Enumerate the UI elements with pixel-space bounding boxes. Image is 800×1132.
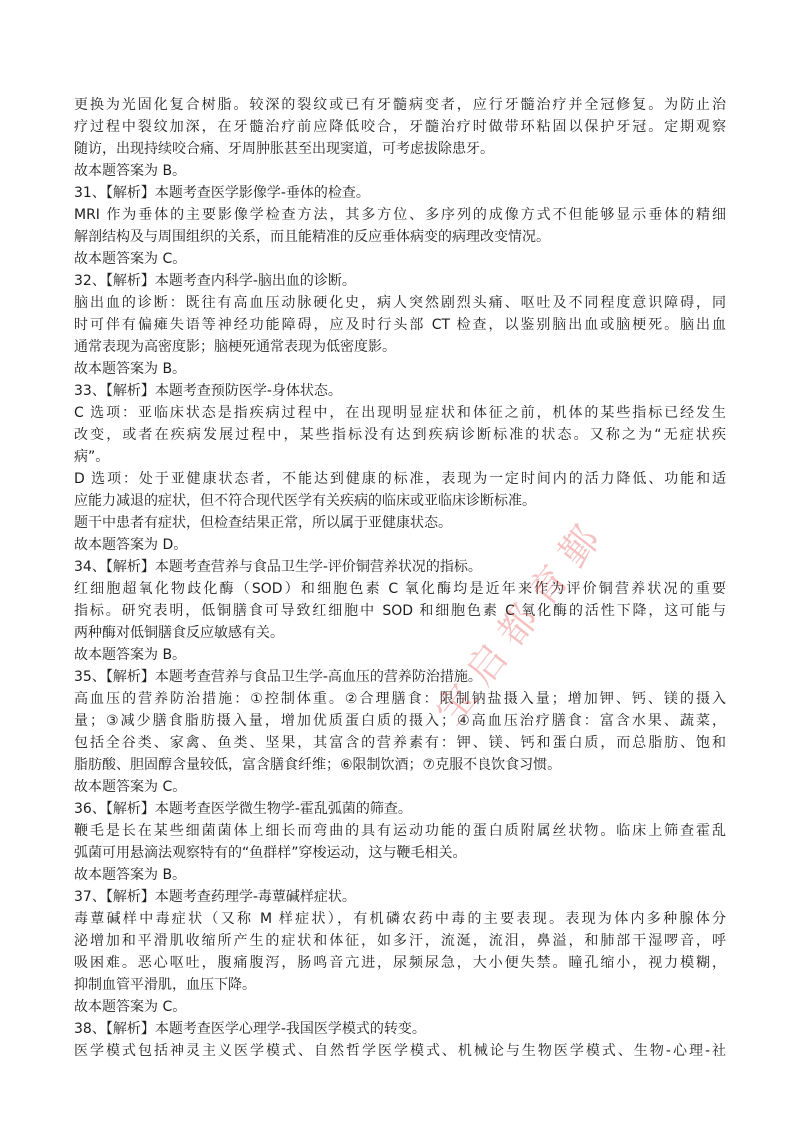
- answer-line: 故本题答案为 B。: [74, 163, 187, 179]
- text-line: 鞭毛是长在某些细菌菌体上细长而弯曲的具有运动功能的蛋白质附属丝状物。临床上筛查霍乱: [74, 823, 726, 839]
- question-heading: 33、【解析】本题考查预防医学-身体状态。: [74, 383, 342, 399]
- text-line: 疗过程中裂纹加深，在牙髓治疗前应降低咬合，牙髓治疗时做带环粘固以保护牙冠。定期观察: [74, 119, 726, 135]
- text-line: 红细胞超氧化物歧化酶（SOD）和细胞色素 C 氧化酶均是近年来作为评价铜营养状况的重要: [74, 581, 726, 597]
- text-line: 更换为光固化复合树脂。较深的裂纹或已有牙髓病变者，应行牙髓治疗并全冠修复。为防止治: [74, 97, 726, 113]
- watermark: 宝启都育鄞: [427, 508, 616, 733]
- text-line: 泌增加和平滑肌收缩所产生的症状和体征，如多汗，流涎，流泪，鼻溢，和肺部干湿啰音，呼: [74, 933, 726, 949]
- text-line: 通常表现为高密度影；脑梗死通常表现为低密度影。: [74, 339, 396, 355]
- question-heading: 36、【解析】本题考查医学微生物学-霍乱弧菌的筛查。: [74, 801, 412, 817]
- question-heading: 35、【解析】本题考查营养与食品卫生学-高血压的营养防治措施。: [74, 669, 482, 685]
- answer-line: 故本题答案为 C。: [74, 251, 187, 267]
- text-line: 吸困难。恶心呕吐，腹痛腹泻，肠鸣音亢进，尿频尿急，大小便失禁。瞳孔缩小，视力模糊，: [74, 955, 726, 971]
- text-line: C 选项：亚临床状态是指疾病过程中，在出现明显症状和体征之前，机体的某些指标已经发生: [74, 405, 726, 421]
- text-line: 指标。研究表明，低铜膳食可导致红细胞中 SOD 和细胞色素 C 氧化酶的活性下降，这可能与: [74, 603, 726, 619]
- text-line: 应能力减退的症状，但不符合现代医学有关疾病的临床或亚临床诊断标准。: [74, 493, 536, 509]
- answer-line: 故本题答案为 D。: [74, 537, 188, 553]
- text-line: 量；③减少膳食脂肪摄入量，增加优质蛋白质的摄入；④高血压治疗膳食：富含水果、蔬菜，: [74, 713, 726, 729]
- text-line: 毒蕈碱样中毒症状（又称 M 样症状），有机磷农药中毒的主要表现。表现为体内多种腺体分: [74, 911, 726, 927]
- text-line: 改变，或者在疾病发展过程中，某些指标没有达到疾病诊断标准的状态。又称之为“无症状疾: [74, 427, 726, 443]
- question-heading: 32、【解析】本题考查内科学-脑出血的诊断。: [74, 273, 356, 289]
- answer-line: 故本题答案为 B。: [74, 361, 187, 377]
- answer-line: 故本题答案为 C。: [74, 779, 187, 795]
- text-line: 包括全谷类、家禽、鱼类、坚果，其富含的营养素有：钾、镁、钙和蛋白质，而总脂肪、饱和: [74, 735, 726, 751]
- text-line: 弧菌可用悬滴法观察特有的“鱼群样”穿梭运动，这与鞭毛相关。: [74, 845, 467, 861]
- answer-line: 故本题答案为 B。: [74, 647, 187, 663]
- text-line: 脑出血的诊断：既往有高血压动脉硬化史，病人突然剧烈头痛、呕吐及不同程度意识障碍，同: [74, 295, 726, 311]
- text-line: 脂肪酸、胆固醇含量较低，富含膳食纤维；⑥限制饮酒；⑦克服不良饮食习惯。: [74, 757, 562, 773]
- text-line: MRI 作为垂体的主要影像学检查方法，其多方位、多序列的成像方式不但能够显示垂体的精细: [74, 207, 726, 223]
- document-body: [74, 94, 726, 1062]
- text-line: 医学模式包括神灵主义医学模式、自然哲学医学模式、机械论与生物医学模式、生物-心理-社: [74, 1043, 726, 1059]
- question-heading: 34、【解析】本题考查营养与食品卫生学-评价铜营养状况的指标。: [74, 559, 482, 575]
- text-line: D 选项：处于亚健康状态者，不能达到健康的标准，表现为一定时间内的活力降低、功能和适: [74, 471, 726, 487]
- text-line: 时可伴有偏瘫失语等神经功能障碍，应及时行头部 CT 检查，以鉴别脑出血或脑梗死。脑出血: [74, 317, 726, 333]
- text-line: 病”。: [74, 449, 110, 465]
- text-line: 题干中患者有症状，但检查结果正常，所以属于亚健康状态。: [74, 515, 452, 531]
- question-heading: 31、【解析】本题考查医学影像学-垂体的检查。: [74, 185, 370, 201]
- answer-line: 故本题答案为 B。: [74, 867, 187, 883]
- question-heading: 37、【解析】本题考查药理学-毒蕈碱样症状。: [74, 889, 356, 905]
- question-heading: 38、【解析】本题考查医学心理学-我国医学模式的转变。: [74, 1021, 426, 1037]
- text-line: 抑制血管平滑肌，血压下降。: [74, 977, 256, 993]
- text-line: 解剖结构及与周围组织的关系，而且能精准的反应垂体病变的病理改变情况。: [74, 229, 550, 245]
- text-line: 随访，出现持续咬合痛、牙周肿胀甚至出现窦道，可考虑拔除患牙。: [74, 141, 494, 157]
- answer-line: 故本题答案为 C。: [74, 999, 187, 1015]
- text-line: 两种酶对低铜膳食反应敏感有关。: [74, 625, 284, 641]
- text-line: 高血压的营养防治措施：①控制体重。②合理膳食：限制钠盐摄入量；增加钾、钙、镁的摄入: [74, 691, 726, 707]
